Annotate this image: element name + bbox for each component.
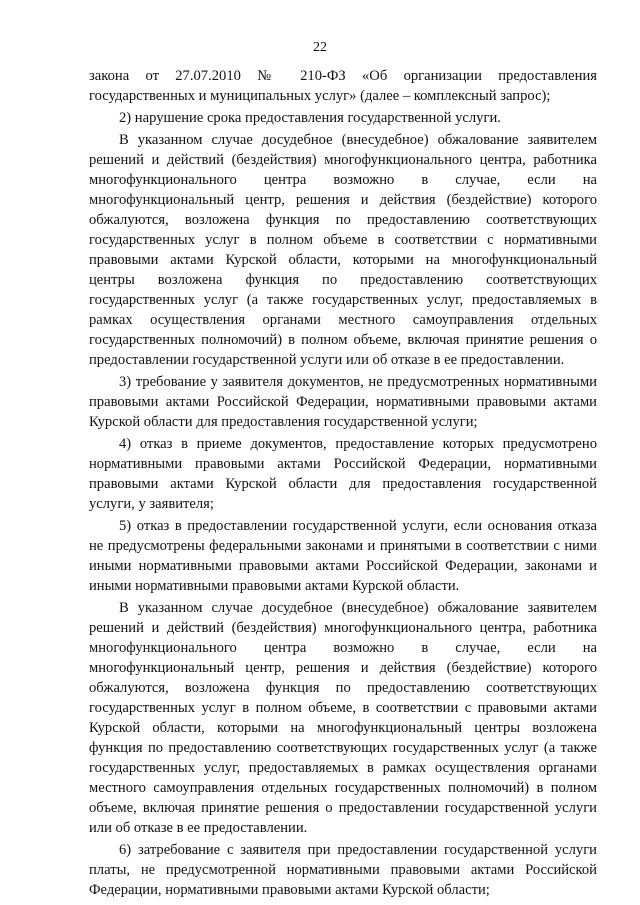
paragraph-item-4: 4) отказ в приеме документов, предоставление которых предусмотрено нормативными правовыми актами Российской Федерации, нормативными правовыми актами Курской области для предоставления государственной услуги, у заявителя; xyxy=(89,436,597,512)
paragraph-item-3: 3) требование у заявителя документов, не предусмотренных нормативными правовыми актами Российской Федерации, нормативными правовыми актами Курской области для предоставления государственной услуги; xyxy=(89,374,597,430)
page-number: 22 xyxy=(313,40,327,55)
paragraph-item-6: 6) затребование с заявителя при предоставлении государственной услуги платы, не предусмотренной нормативными правовыми актами Российской Федерации, нормативными правовыми актами Курской области; xyxy=(89,842,597,898)
paragraph-continuation: закона от 27.07.2010 № 210-ФЗ «Об организации предоставления государственных и муниципальных услуг» (далее – комплексный запрос); xyxy=(89,68,597,104)
paragraph-mfc-appeal-2: В указанном случае досудебное (внесудебное) обжалование заявителем решений и действий (бездействия) многофункционального центра, работника многофункционального центра возможно в случае, если на многофункциональный центр, решения и действия (бездействие) которого обжалуются, возложена функция по предоставлению соответствующих государственных услуг в полном объеме, в соответствии с правовыми актами Курской области, которыми на многофункциональный центры возложена функция по предоставлению соответствующих государственных услуг (а также государственных услуг, предоставляемых в рамках осуществления органами местного самоуправления отдельных государственных полномочий) в полном объеме, включая принятие решения о предоставлении государственной услуги или об отказе в ее предоставлении. xyxy=(89,600,597,836)
paragraph-item-5: 5) отказ в предоставлении государственной услуги, если основания отказа не предусмотрены федеральными законами и принятыми в соответствии с ними иными нормативными правовыми актами Российской Федерации, законами и иными нормативными правовыми актами Курской области. xyxy=(89,518,597,594)
paragraph-item-2: 2) нарушение срока предоставления государственной услуги. xyxy=(119,110,501,126)
paragraph-mfc-appeal-1: В указанном случае досудебное (внесудебное) обжалование заявителем решений и действий (бездействия) многофункционального центра, работника многофункционального центра возможно в случае, если на многофункциональный центр, решения и действия (бездействие) которого обжалуются, возложена функция по предоставлению соответствующих государственных услуг в полном объеме в соответствии с нормативными правовыми актами Курской области, которыми на многофункциональный центры возложена функция по предоставлению соответствующих государственных услуг (а также государственных услуг, предоставляемых в рамках осуществления органами местного самоуправления отдельных государственных полномочий) в полном объеме, включая принятие решения о предоставлении государственной услуги или об отказе в ее предоставлении. xyxy=(89,132,597,368)
document-body xyxy=(89,66,597,902)
